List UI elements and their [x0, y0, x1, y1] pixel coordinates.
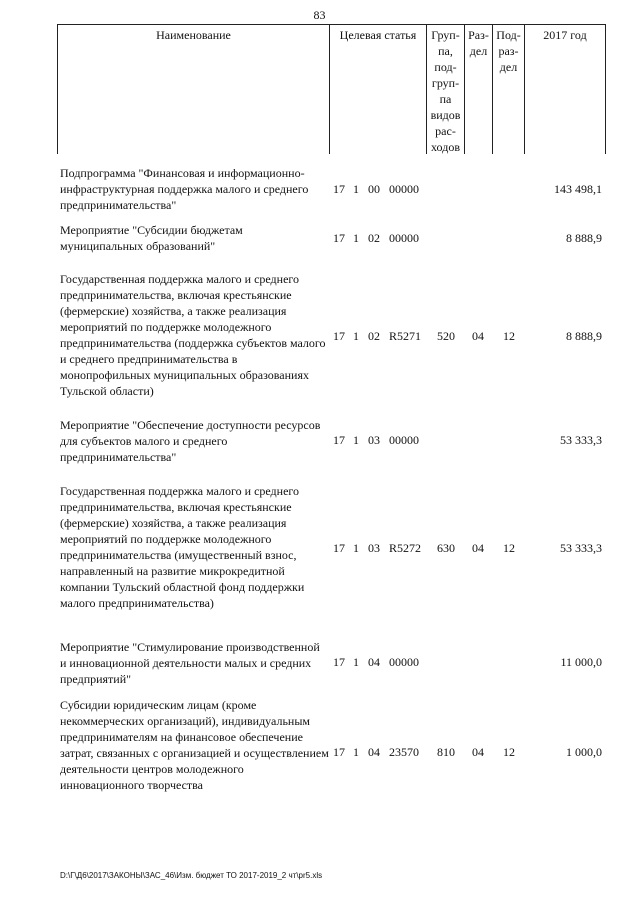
target-code-measure: 02 — [368, 329, 380, 343]
target-code-measure: 04 — [368, 745, 380, 759]
target-code-subprogram: 1 — [353, 655, 359, 669]
target-code-subprogram: 1 — [353, 182, 359, 196]
header-group: Груп- па, под- груп- па видов рас- ходов — [430, 28, 461, 154]
target-code-program: 17 — [333, 541, 345, 555]
row-amount: 8 888,9 — [566, 329, 602, 343]
row-name: Мероприятие "Стимулирование производственной и инновационной деятельности малых и средних предприятий" — [60, 640, 320, 686]
target-code-measure: 04 — [368, 655, 380, 669]
header-name: Наименование — [156, 28, 231, 42]
row-section: 04 — [472, 541, 484, 555]
page-number: 83 — [313, 8, 326, 22]
file-path-footer: D:\Г\Д6\2017\ЗАКОНЫ\ЗАС_46\Изм. бюджет ТО 2017-2019_2 чт\pr5.xls — [60, 871, 323, 880]
row-group: 810 — [437, 745, 455, 759]
target-code-direction: 00000 — [389, 655, 419, 669]
target-code-subprogram: 1 — [353, 329, 359, 343]
target-code-program: 17 — [333, 745, 345, 759]
header-year: 2017 год — [543, 28, 587, 42]
target-code-measure: 02 — [368, 231, 380, 245]
header-divider — [329, 24, 330, 154]
target-code-program: 17 — [333, 433, 345, 447]
target-code-direction: 23570 — [389, 745, 419, 759]
target-code-program: 17 — [333, 231, 345, 245]
target-code-direction: 00000 — [389, 182, 419, 196]
row-group: 520 — [437, 329, 455, 343]
row-amount: 53 333,3 — [560, 541, 602, 555]
header-section: Раз- дел — [468, 28, 489, 58]
target-code-subprogram: 1 — [353, 433, 359, 447]
row-amount: 1 000,0 — [566, 745, 602, 759]
row-amount: 8 888,9 — [566, 231, 602, 245]
target-code-direction: 00000 — [389, 231, 419, 245]
row-name: Субсидии юридическим лицам (кроме некоммерческих организаций), индивидуальным предпринимателям на финансовое обеспечение затрат, связанных с организацией и осуществлением деятельности центров молодежного инновационного творчества — [60, 698, 329, 792]
row-name: Мероприятие "Обеспечение доступности ресурсов для субъектов малого и среднего предпринимательства" — [60, 418, 321, 464]
row-group: 630 — [437, 541, 455, 555]
row-name: Государственная поддержка малого и среднего предпринимательства, включая крестьянские (фермерские) хозяйства, а также реализация мероприятий по поддержке молодежного предпринимательства (поддержка субъектов малого и среднего предпринимательства в монопрофильных муниципальных образованиях Тульской области) — [60, 272, 326, 398]
row-subsection: 12 — [503, 745, 515, 759]
header-subsection: Под- раз- дел — [496, 28, 521, 74]
target-code-subprogram: 1 — [353, 231, 359, 245]
row-section: 04 — [472, 745, 484, 759]
target-code-measure: 00 — [368, 182, 380, 196]
header-left-border — [57, 24, 58, 154]
row-name: Мероприятие "Субсидии бюджетам муниципальных образований" — [60, 223, 243, 253]
target-code-direction: R5271 — [389, 329, 422, 343]
row-name: Государственная поддержка малого и среднего предпринимательства, включая крестьянские (фермерские) хозяйства, а также реализация мероприятий по поддержке молодежного предпринимательства (имущественный взнос, направленный на развитие микрокредитной компании Тульский областной фонд поддержки малого предпринимательства) — [60, 484, 305, 610]
header-divider — [524, 24, 525, 154]
target-code-measure: 03 — [368, 433, 380, 447]
target-code-subprogram: 1 — [353, 541, 359, 555]
row-amount: 53 333,3 — [560, 433, 602, 447]
target-code-direction: R5272 — [389, 541, 422, 555]
row-section: 04 — [472, 329, 484, 343]
row-name: Подпрограмма "Финансовая и информационно-инфраструктурная поддержка малого и среднего предпринимательства" — [60, 166, 309, 212]
target-code-direction: 00000 — [389, 433, 419, 447]
target-code-program: 17 — [333, 655, 345, 669]
header-target: Целевая статья — [339, 28, 417, 42]
row-subsection: 12 — [503, 541, 515, 555]
row-amount: 143 498,1 — [554, 182, 602, 196]
target-code-program: 17 — [333, 329, 345, 343]
row-subsection: 12 — [503, 329, 515, 343]
header-right-border — [605, 24, 606, 154]
target-code-measure: 03 — [368, 541, 380, 555]
target-code-subprogram: 1 — [353, 745, 359, 759]
row-amount: 11 000,0 — [560, 655, 602, 669]
target-code-program: 17 — [333, 182, 345, 196]
